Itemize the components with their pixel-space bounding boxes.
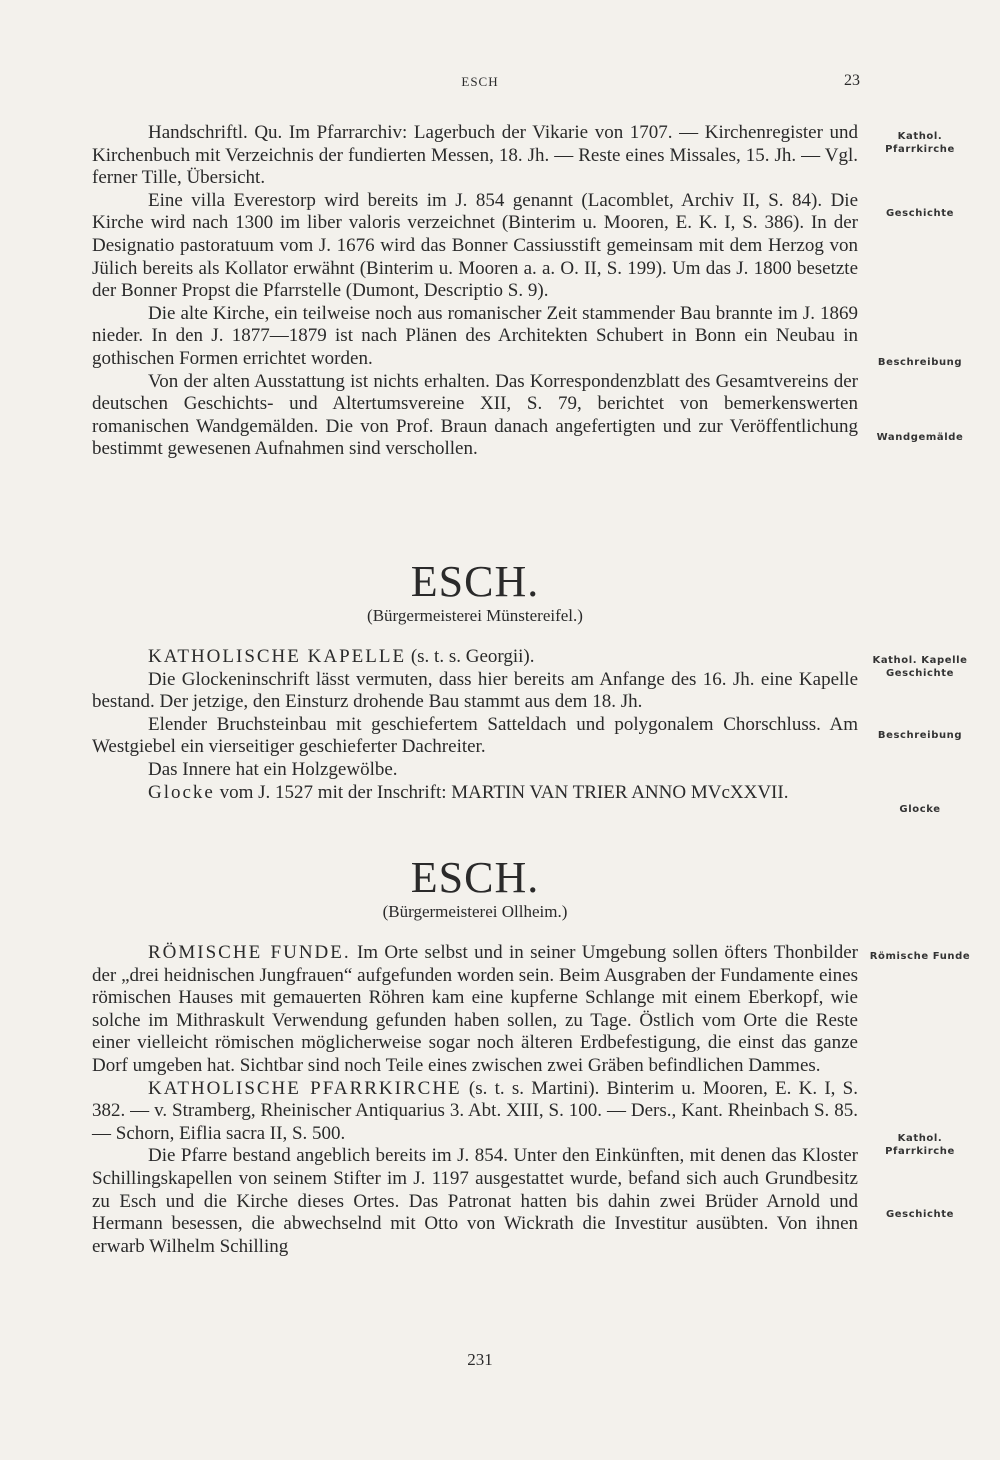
paragraph-description: Die alte Kirche, ein teilweise noch aus romanischer Zeit stammender Bau brannte im J. 1869 nieder. In den J. 1877—1879 ist nach Plänen des Architekten Schubert in Bonn ein Neubau in gothischen Formen errichtet worden. (92, 302, 858, 369)
text-block-1 (92, 122, 858, 461)
paragraph-history: Eine villa Everestorp wird bereits im J. 854 genannt (Lacomblet, Archiv II, S. 84). Die Kirche wird nach 1300 im liber valoris verzeichnet (Binterim u. Mooren, E. K. I, S. 386). In der Designatio pastoratuum vom J. 1676 wird das Bonner Cassiusstift gemeinsam mit dem Herzog von Jülich bereits als Kollator erwähnt (Binterim u. Mooren a. a. O. II, S. 199). Um das J. 1800 besetzte der Bonner Propst die Pfarrstelle (Dumont, Descriptio S. 9). (92, 189, 858, 302)
margin-note-geschichte: Geschichte (885, 208, 955, 219)
margin-note-geschichte-2: Geschichte (885, 1209, 955, 1220)
paragraph-kapelle-history: Die Glockeninschrift lässt vermuten, dass hier bereits am Anfange des 16. Jh. eine Kapelle bestand. Der jetzige, den Einsturz drohende Bau stammt aus dem 18. Jh. (92, 668, 858, 713)
footer-page-number: 231 (467, 1350, 493, 1369)
kapelle-heading-rest: (s. t. s. Georgii). (406, 646, 535, 667)
paragraph-kapelle-interior: Das Innere hat ein Holzgewölbe. (148, 758, 398, 780)
margin-note-kathol-kapelle: Kathol. Kapelle Geschichte (872, 655, 968, 679)
section-title-esch-1: ESCH. (410, 557, 540, 606)
margin-note-kathol-pfarrkirche: Kathol. Pfarrkirche (885, 131, 955, 155)
paragraph-pfarrkirche-sources (92, 1078, 858, 1146)
paragraph-sources: Handschriftl. Qu. Im Pfarrarchiv: Lagerbuch der Vikarie von 1707. — Kirchenregister und Kirchenbuch mit Verzeichnis der fundierten Messen, 18. Jh. — Reste eines Missales, 15. Jh. — Vgl. ferner Tille, Übersicht. (92, 122, 858, 189)
roman-finds-heading: RÖMISCHE FUNDE. (148, 942, 351, 963)
section-subtitle-ollheim: (Bürgermeisterei Ollheim.) (382, 902, 568, 921)
pfarrkirche-heading: KATHOLISCHE PFARRKIRCHE (148, 1077, 462, 1099)
bell-text: vom J. 1527 mit der Inschrift: MARTIN VAN TRIER ANNO MVcXXVII. (214, 781, 789, 803)
section-subtitle-muenstereifel: (Bürgermeisterei Münstereifel.) (367, 606, 583, 625)
paragraph-roman-finds (92, 942, 858, 1078)
running-header-page-number: 23 (844, 72, 860, 89)
margin-note-kathol-pfarrkirche-2: Kathol. Pfarrkirche (885, 1133, 955, 1157)
paragraph-kapelle-heading (92, 646, 858, 669)
paragraph-kapelle-description: Elender Bruchsteinbau mit geschiefertem Satteldach und polygonalem Chorschluss. Am Westgiebel ein vierseitiger geschieferter Dachreiter. (92, 713, 858, 758)
text-block-2 (92, 646, 858, 804)
margin-note-beschreibung-2: Beschreibung (877, 730, 963, 741)
paragraph-wall-paintings: Von der alten Ausstattung ist nichts erhalten. Das Korrespondenzblatt des Gesamtvereins der deutschen Geschichts- und Altertumsvereine XII, S. 79, berichtet von bemerkenswerten romanischen Wandgemälden. Die von Prof. Braun danach angefertigten und zur Veröffentlichung bestimmt gewesenen Aufnahmen sind verschollen. (92, 370, 858, 460)
margin-note-roemische-funde: Römische Funde (869, 951, 971, 962)
paragraph-kapelle-bell (92, 782, 858, 805)
kapelle-heading: KATHOLISCHE KAPELLE (148, 646, 407, 667)
section-title-esch-2: ESCH. (410, 853, 540, 902)
margin-note-glocke: Glocke (899, 804, 941, 815)
pfarrkirche-sources-text: (s. t. s. Martini). Binterim u. Mooren, E. K. I, S. 382. — v. Stramberg, Rheinischer Antiquarius 3. Abt. XIII, S. 100. — Ders., Kant. Rheinbach S. 85. — Schorn, Eiflia sacra II, S. 500. (92, 1077, 858, 1144)
bell-heading: Glocke (148, 781, 215, 803)
paragraph-pfarrkirche-history: Die Pfarre bestand angeblich bereits im J. 854. Unter den Einkünften, mit denen das Kloster Schillingskapellen von seinem Stifter im J. 1197 ausgestattet wurde, befand sich auch Grundbesitz zu Esch und die Kirche dieses Ortes. Das Patronat hatten bis dahin zwei Brüder Arnold und Hermann besessen, die abwechselnd mit Otto von Wickrath die Investitur ausübten. Von ihnen erwarb Wilhelm Schilling (92, 1145, 858, 1257)
running-header-title: ESCH (461, 74, 499, 89)
roman-finds-text: Im Orte selbst und in seiner Umgebung sollen öfters Thonbilder der „drei heidnischen Jungfrauen“ aufgefunden worden sein. Beim Ausgraben der Fundamente eines römischen Hauses mit gemauerten Röhren kam eine kupferne Schlange mit einem Eberkopf, wie solche im Mithraskult Verwendung gefunden haben sollen, zu Tage. Östlich vom Orte die Reste einer vielleicht römischen möglicherweise sogar noch älteren Erdbefestigung, die einst das ganze Dorf umgeben hat. Sichtbar sind noch Teile eines zwischen zwei Gräben befindlichen Dammes. (92, 942, 858, 1076)
margin-note-wandgemaelde: Wandgemälde (876, 432, 964, 443)
text-block-3 (92, 942, 858, 1258)
margin-note-beschreibung: Beschreibung (877, 357, 963, 368)
